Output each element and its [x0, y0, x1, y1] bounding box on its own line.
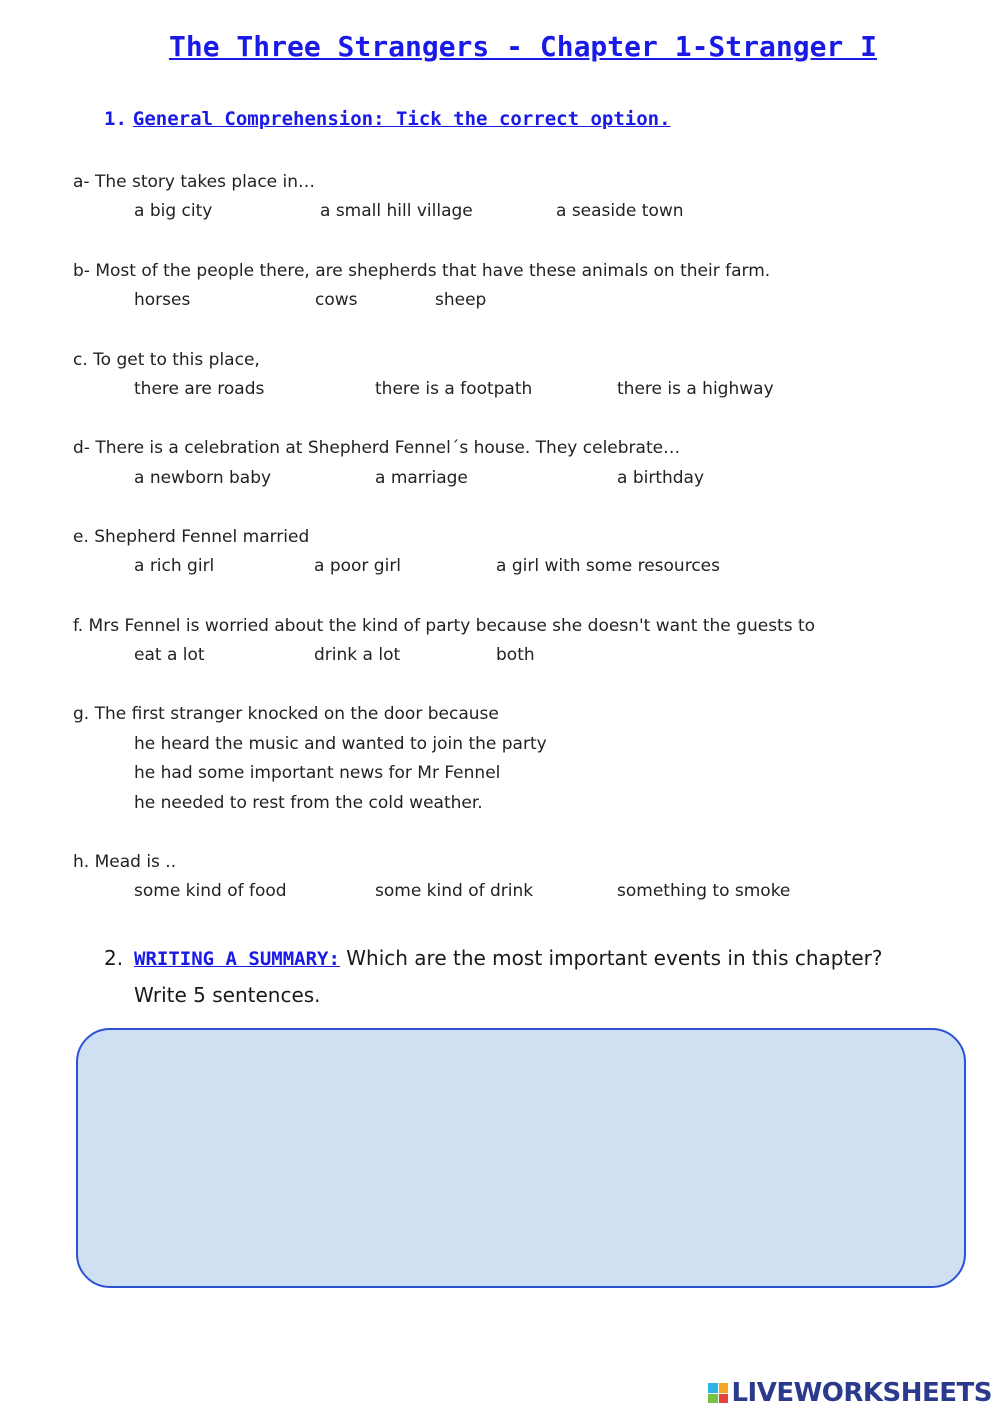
question-f-options: [134, 644, 934, 666]
worksheet-title: The Three Strangers - Chapter 1-Stranger I: [168, 30, 877, 63]
question-d: d- There is a celebration at Shepherd Fennel´s house. They celebrate…: [73, 438, 681, 458]
question-f: f. Mrs Fennel is worried about the kind of party because she doesn't want the guests to: [73, 616, 816, 636]
question-e: e. Shepherd Fennel married: [73, 527, 310, 547]
option-h-1[interactable]: some kind of food: [134, 881, 287, 901]
option-d-1[interactable]: a newborn baby: [134, 468, 272, 488]
logo-square-3: [708, 1394, 718, 1404]
logo-square-4: [719, 1394, 729, 1404]
section-2-prompt: Which are the most important events in this chapter?: [339, 946, 883, 970]
question-e-options: [134, 555, 934, 577]
option-f-3[interactable]: both: [496, 645, 535, 665]
option-a-3[interactable]: a seaside town: [556, 201, 684, 221]
question-h-options: [134, 880, 934, 902]
logo-square-1: [708, 1383, 718, 1393]
section-2: [104, 940, 882, 1013]
section-2-line-1: [104, 940, 882, 977]
option-g-2[interactable]: he had some important news for Mr Fennel: [134, 763, 501, 783]
logo-square-2: [719, 1383, 729, 1393]
option-g-3[interactable]: he needed to rest from the cold weather.: [134, 793, 483, 813]
option-d-2[interactable]: a marriage: [375, 468, 468, 488]
option-g-1[interactable]: he heard the music and wanted to join the party: [134, 734, 547, 754]
section-1-heading: [104, 108, 671, 130]
option-e-2[interactable]: a poor girl: [314, 556, 402, 576]
section-1-instructions: General Comprehension: Tick the correct option.: [132, 108, 671, 130]
option-c-3[interactable]: there is a highway: [617, 379, 774, 399]
option-h-2[interactable]: some kind of drink: [375, 881, 534, 901]
option-e-1[interactable]: a rich girl: [134, 556, 215, 576]
option-h-3[interactable]: something to smoke: [617, 881, 791, 901]
option-d-3[interactable]: a birthday: [617, 468, 705, 488]
question-b-options: [134, 289, 934, 311]
option-a-1[interactable]: a big city: [134, 201, 213, 221]
question-a: a- The story takes place in…: [73, 172, 316, 192]
question-a-options: [134, 200, 934, 222]
liveworksheets-logo-text: LIVEWORKSHEETS: [731, 1378, 992, 1408]
section-2-number: 2.: [104, 946, 124, 970]
question-c: c. To get to this place,: [73, 350, 260, 370]
liveworksheets-logo-icon: [708, 1383, 728, 1403]
section-2-prompt-line-2: Write 5 sentences.: [134, 983, 321, 1007]
liveworksheets-logo[interactable]: [708, 1378, 992, 1408]
option-f-1[interactable]: eat a lot: [134, 645, 205, 665]
option-b-1[interactable]: horses: [134, 290, 191, 310]
option-b-3[interactable]: sheep: [435, 290, 487, 310]
option-f-2[interactable]: drink a lot: [314, 645, 401, 665]
section-2-label: WRITING A SUMMARY:: [134, 948, 340, 970]
option-e-3[interactable]: a girl with some resources: [496, 556, 720, 576]
question-g: g. The first stranger knocked on the door because: [73, 704, 499, 724]
option-b-2[interactable]: cows: [315, 290, 358, 310]
question-d-options: [134, 467, 934, 489]
question-b: b- Most of the people there, are shepherds that have these animals on their farm.: [73, 261, 771, 281]
option-c-2[interactable]: there is a footpath: [375, 379, 533, 399]
section-1-number: 1.: [104, 108, 127, 130]
option-a-2[interactable]: a small hill village: [320, 201, 473, 221]
summary-answer-box[interactable]: [76, 1028, 966, 1288]
question-c-options: [134, 378, 934, 400]
option-c-1[interactable]: there are roads: [134, 379, 265, 399]
question-h: h. Mead is ..: [73, 852, 177, 872]
